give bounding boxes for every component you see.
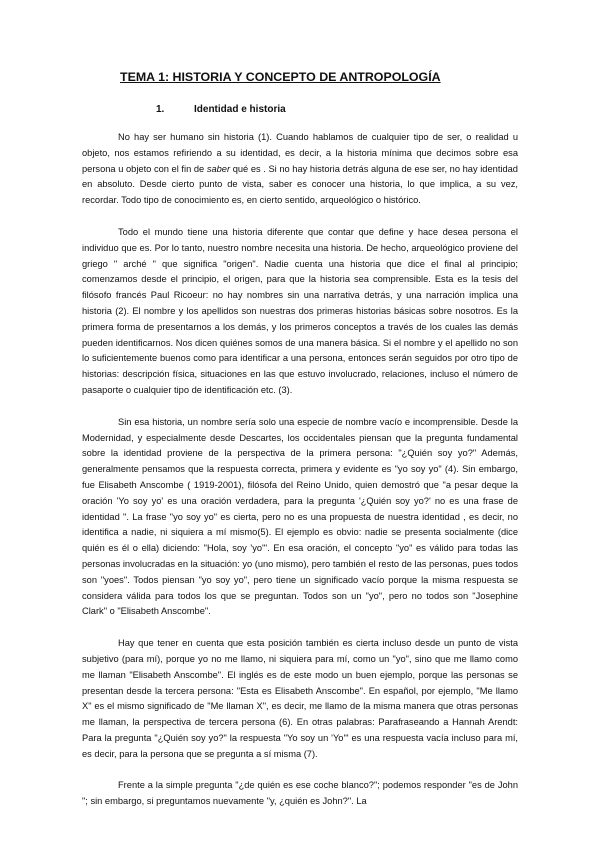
paragraph [82, 415, 518, 620]
paragraph [82, 778, 518, 810]
paragraph-text: Sin esa historia, un nombre sería solo una especie de nombre vacío e incomprensible. Desde la Modernidad, y especialmente desde Descartes, los occidentales piensan que la pregunta fundamental sobre la identidad proviene de la perspectiva de la primera persona: "¿Quién soy yo?" Además, generalmente pensamos que la respuesta correcta, primera y evidente es "yo soy yo" (4). Sin embargo, fue Elisabeth Anscombe ( 1919-2001), filósofa del Reino Unido, quien demostró que "a pesar deque la oración 'Yo soy yo' es una oración verdadera, para la pregunta '¿Quién soy yo?' no es una frase de identidad ". La frase "yo soy yo" es cierta, pero no es una propuesta de nuestra identidad , es decir, no identifica a nadie, ni siquiera a mí mismo(5). El ejemplo es obvio: nadie se presenta socialmente (dice quién es él o ella) diciendo: "Hola, soy 'yo'". En esa oración, el concepto "yo" es válido para todas las personas involucradas en la situación: yo (uno mismo), pero también el resto de las personas, pues todos son "yoes". Todos piensan "yo soy yo", pero tiene un significado vacío porque la misma respuesta se considera válida para todos los que se preguntan. Todos son un "yo", pero no todos son "Josephine Clark" o "Elisabeth Anscombe". [82, 416, 518, 617]
paragraph [82, 225, 518, 399]
section-title: Identidad e historia [194, 104, 286, 115]
section-heading [156, 104, 286, 115]
paragraph-text: Hay que tener en cuenta que esta posición también es cierta incluso desde un punto de vista subjetivo (para mí), porque yo no me llamo, ni siquiera para mí, como un "yo", sino que me llamo como me llaman "Elisabeth Anscombe". El inglés es de este modo un buen ejemplo, porque las personas se presentan desde la tercera persona: "Esta es Elisabeth Anscombe". En español, por ejemplo, "Me llamo X" es el mismo significado de "Me llaman X", es decir, me llamo de la misma manera que otras personas me llaman, la perspectiva de tercera persona (6). En otras palabras: Parafraseando a Hannah Arendt: Para la pregunta "¿Quién soy yo?" la respuesta "Yo soy un 'Yo'" es una respuesta vacía incluso para mí, es decir, para la persona que se pregunta a sí misma (7). [82, 638, 518, 759]
paragraph [82, 130, 518, 209]
section-number: 1. [156, 104, 165, 115]
document-body [82, 130, 518, 826]
paragraph-text: Todo el mundo tiene una historia diferente que contar que define y hace desea persona el individuo que es. Por lo tanto, nuestro nombre necesita una historia. De hecho, arqueológico proviene del griego " arché " que significa "origen". Nadie cuenta una historia que dice el final al principio; comenzamos desde el principio, el origen, para que la historia sea comprensible. Esta es la tesis del filósofo francés Paul Ricoeur: no hay nombres sin una narrativa detrás, y una narración implica una historia (2). El nombre y los apellidos son nuestras dos primeras historias básicas sobre nosotros. Es la primera forma de presentarnos a los demás, y los primeros conceptos a través de los cuales las demás pueden identificarnos. Nos dicen quiénes somos de una manera básica. Si el nombre y el apellido no son lo suficientemente buenos como para identificar a una persona, entonces serán seguidos por otro tipo de historias: descripción física, situaciones en las que estuvo involucrado, relaciones, incluso el número de pasaporte o cualquier tipo de identificación etc. (3). [82, 226, 518, 395]
paragraph-emphasis: saber [206, 163, 231, 174]
document-title: TEMA 1: HISTORIA Y CONCEPTO DE ANTROPOLOGÍA [120, 70, 441, 84]
paragraph [82, 636, 518, 762]
paragraph-text: Frente a la simple pregunta "¿de quién es ese coche blanco?"; podemos responder "es de John "; sin embargo, si preguntamos nuevamente "y, ¿quién es John?". La [82, 780, 518, 807]
paragraph-text: qué es . Si no hay historia detrás alguna de ese ser, no hay identidad en absoluto. Desde cierto punto de vista, saber es conocer una historia, lo que implica, a su vez, recordar. Todo tipo de conocimiento es, en cierto sentido, arqueológico o histórico. [82, 163, 518, 206]
paragraph-text: No hay ser humano sin historia (1). Cuando hablamos de cualquier tipo de ser, o realidad u objeto, nos estamos refiriendo a su identidad, es decir, a la historia mínima que decimos sobre esa persona u objeto con el fin de [82, 132, 518, 174]
